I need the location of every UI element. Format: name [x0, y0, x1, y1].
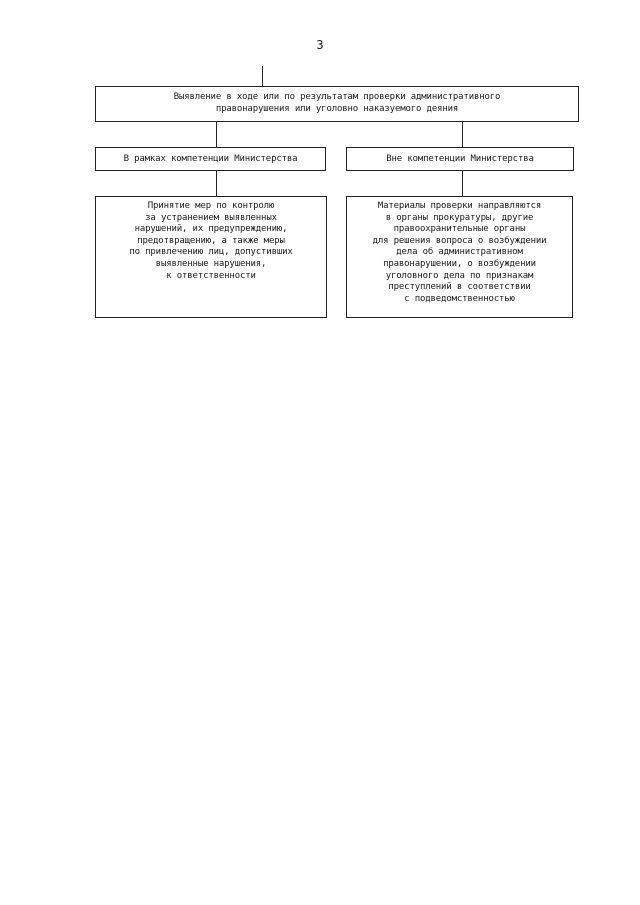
connector-left-branch-line — [216, 171, 217, 196]
page-number: 3 — [316, 38, 324, 52]
connector-entry-line — [262, 66, 263, 86]
connector-right-branch-line — [462, 171, 463, 196]
connector-top-left-line — [216, 122, 217, 147]
materials-referral-box: Материалы проверки направляются в органы прокуратуры, другие правоохранительные органы для решения вопроса о возбуждении дела об административном правонарушении, о возбуждении уголовного дела по признакам преступлений в соответствии с подведомственностью — [346, 196, 573, 318]
measures-box: Принятие мер по контролю за устранением выявленных нарушений, их предупреждению, предотвращению, а также меры по привлечению лиц, допустивших выявленные нарушения, к ответственности — [95, 196, 327, 318]
outside-competence-box: Вне компетенции Министерства — [346, 147, 574, 171]
within-competence-box: В рамках компетенции Министерства — [95, 147, 326, 171]
connector-top-right-line — [462, 122, 463, 147]
detection-box: Выявление в ходе или по результатам проверки административного правонарушения или уголовно наказуемого деяния — [95, 86, 579, 122]
